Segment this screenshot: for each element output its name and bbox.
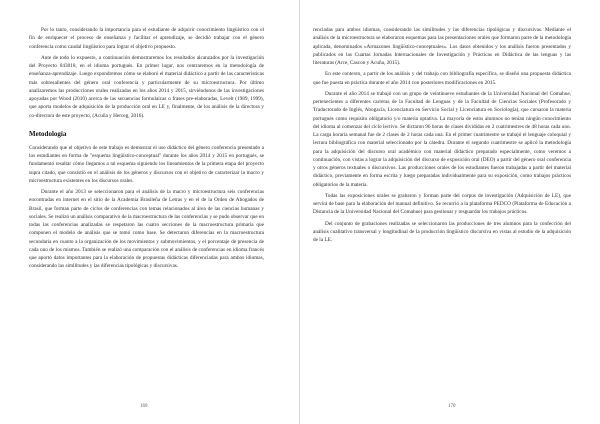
right-paragraph-5: Del conjunto de grabaciones realizadas se seleccionaron las producciones de tres alumnos para la confección del análisis cualitativo transversal y longitudinal de la producción lingüístico discursiva en vistas al estudio de la adquisición de la LE.: [313, 220, 571, 243]
right-page: [300, 0, 600, 424]
right-paragraph-2: En este contexto, a partir de los análisis y del trabajo con bibliografía específica, se diseñó una propuesta didáctica que fue puesta en práctica durante el año 2014 con posteriores modificaciones en 2015.: [313, 71, 571, 86]
right-paragraph-1: renciadas para ambos idiomas, considerando las similitudes y las diferencias tipológicas y discursivas. Mediante el análisis de la microestructura se elaboraron esquemas para las presentaciones orales que formaron parte de la metodología aplicada, denominados «Armazones lingüístico-conceptuales». Los datos obtenidos y los análisis fueron presentados y publicados en las Cuartas Jornadas Internacionales de Investigación y Prácticas en Didáctica de las lenguas y las literaturas (Arce, Cascon y Acuña, 2015).: [313, 27, 571, 66]
left-paragraph-3: Considerando que el objetivo de este trabajo es demostrar el uso didáctico del género conferencia presentado a los estudiantes en forma de "esquema lingüístico-conceptual" durante los años 2014 y 2015 en portugués, se fundamentó resaltar cómo llegamos a tal esquema siguiendo los lineamientos de la primera etapa del proyecto supra citado, que consistió en el análisis de los géneros y discursos con el objetivo de caracterizar la macro y microestructura existentes en los discursos orales.: [29, 144, 264, 184]
left-paragraph-2: Ante de todo lo expuesto, a continuación demostraremos los resultados alcanzados por la investigación del Proyecto 043018, en el idioma portugués. En primer lugar, nos centraremos en la metodología de enseñanza-aprendizaje. Luego expondremos cómo se elaboró el material didáctico a partir de las características más sobresalientes del género oral conferencia y particularmente de su microestructura. Por último analizaremos las producciones orales realizadas en los años 2014 y 2015, sirviéndonos de las investigaciones apoyadas por Wood (2010) acerca de las secuencias formulaicas o frases pre-elaboradas, Levelt (1989, 1999), que aporta modelos de adquisición de la producción oral en LE y, finalmente, de los análisis de la directora y co-directora de este proyecto, (Acuña y Herceg, 2016).: [29, 54, 264, 119]
right-text-column: [313, 26, 571, 247]
section-heading-metodologia: Metodología: [29, 129, 67, 138]
left-text-column: [29, 26, 264, 274]
right-paragraph-3: Durante el año 2014 se trabajó con un grupo de veintinueve estudiantes de la Universidad Nacional del Comahue, pertenecientes a diferentes carreras de la Facultad de Lenguas y de la Facultad de Ciencias Sociales (Profesorado y Traductorado de Inglés, Abogacía, Licenciatura en Servicio Social y Licenciatura en Sociología), que cursaron la materia portugués como requisito obligatorio y/o materia optativa. La mayoría de estos alumnos no tenían ningún conocimiento del idioma al comenzar del ciclo lectivo. Se dictaron 96 horas de clases divididas en 2 cuatrimestres de 48 horas cada uno. La carga horaria semanal fue de 2 clases de 2 horas cada una. En el primer cuatrimestre se trabajó el lenguaje coloquial y lectura bibliográfica con material seleccionado por la cátedra. Durante el segundo cuatrimestre se aplicó la metodología para la adquisición del discurso oral académico con material didáctico preparado especialmente, como veremos a continuación, con vistas a lograr la adquisición del discurso de exposición oral (DEO) a partir del género oral conferencia y otros géneros textuales o discursivos. Las producciones orales de los estudiantes fueron trabajadas a partir del material didáctico, previamente en forma escrita y luego preparadas individualmente para su exposición, como trabajos prácticos obligatorios de la materia.: [313, 90, 571, 188]
right-page-number: 170: [448, 404, 456, 409]
left-paragraph-1: Por lo tanto, considerando la importancia para el estudiante de adquirir conocimiento lingüístico con el fin de enriquecer el proceso de enseñanza y facilitar el aprendizaje, se decidió trabajar con el género conferencia como caudal lingüístico para lograr el objetivo propuesto.: [29, 27, 264, 50]
right-paragraph-4: Todas las exposiciones orales se grabaron y forman parte del corpus de investigación (Adquisición de LE), que servirá de base para la elaboración del manual definitivo. Se recurrió a la plataforma PEDCO (Plataforma de Educación a Distancia de la Universidad Nacional del Comahue) para gestionar y resguardar los trabajos prácticos.: [313, 192, 571, 216]
left-paragraph-4: Durante el año 2013 se seleccionaron para el análisis de la macro y microestructura seis conferencias encontradas en internet en el sitio de la Academia Brasileña de Letras y en el de la Orden de Abogados de Brasil, que forman parte de ciclos de conferencias con temas relacionados al área de las ciencias humanas y sociales. Se realizó un análisis comparativo de la macroestructura de las conferencias y se pudo observar que en todas las conferencias analizadas se respetaron las cuatro secciones de la macroestructura primaria que componen el modelo de análisis que se tomó como base. Se detectaron diferencias en la macroestructura secundaria en cuanto a la organización de los movimientos y submovimientos, y el porcentaje de presencia de cada uno de los mismos. También se realizó una comparación con el análisis de conferencias en idioma francés que aportó datos importantes para la elaboración de propuestas didácticas diferenciadas para ambos idiomas, considerando las similitudes y las diferencias tipológicas y discursivas.: [29, 189, 264, 270]
left-page-number: 169: [140, 404, 148, 409]
